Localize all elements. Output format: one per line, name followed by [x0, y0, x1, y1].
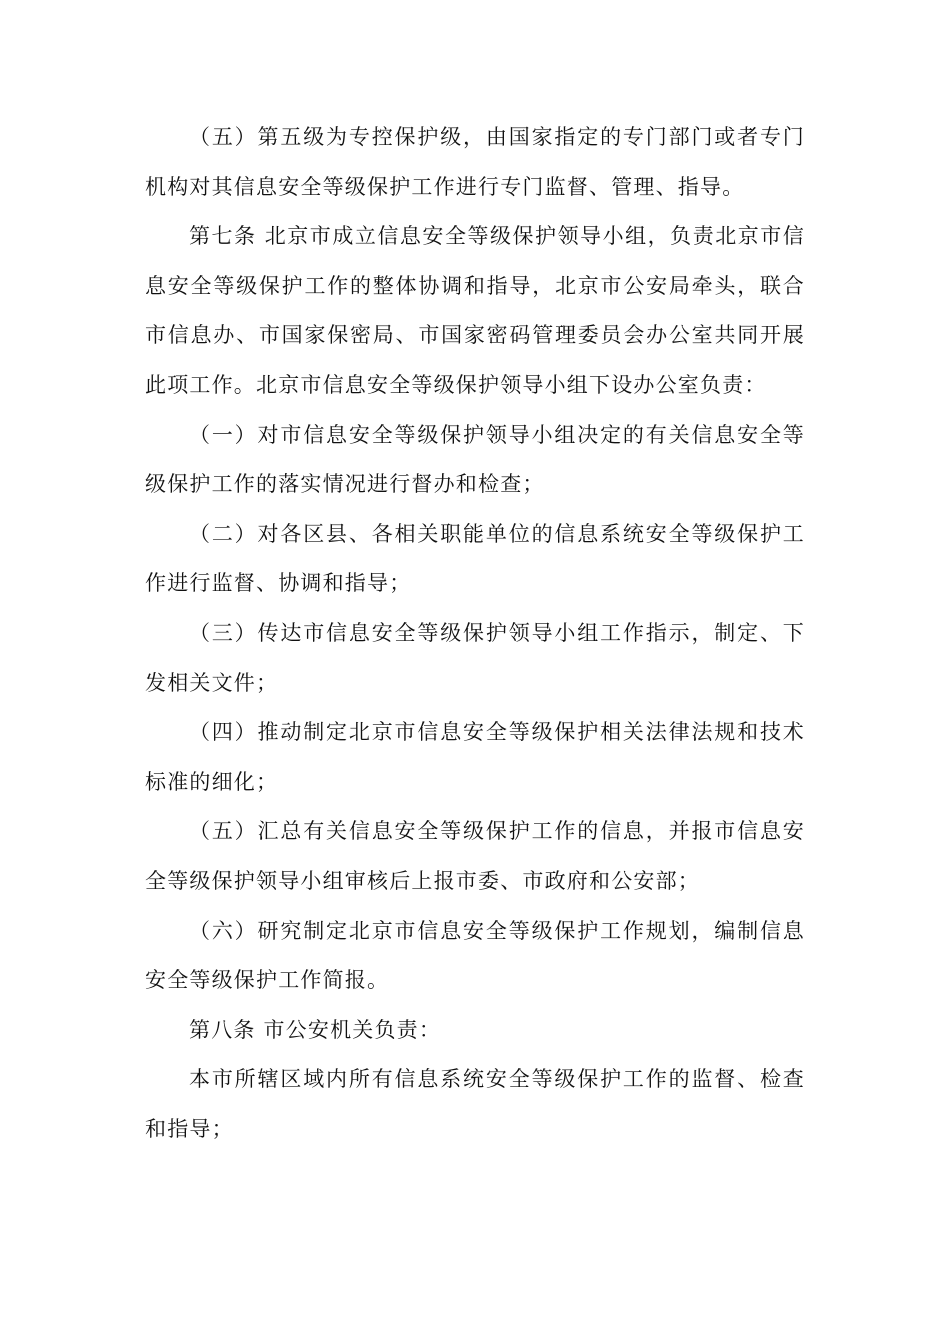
- paragraph-duty-3: （三）传达市信息安全等级保护领导小组工作指示，制定、下发相关文件；: [145, 620, 805, 695]
- paragraph-article-7: 第七条 北京市成立信息安全等级保护领导小组，负责北京市信息安全等级保护工作的整体协调和指导，北京市公安局牵头，联合市信息办、市国家保密局、市国家密码管理委员会办公室共同开展此项工作。北京市信息安全等级保护领导小组下设办公室负责：: [145, 224, 805, 397]
- paragraph-duty-2: （二）对各区县、各相关职能单位的信息系统安全等级保护工作进行监督、协调和指导；: [145, 521, 805, 596]
- paragraph-article-8: 第八条 市公安机关负责：: [189, 1017, 442, 1042]
- document-body: [145, 113, 805, 1154]
- paragraph-article-8-duty: 本市所辖区域内所有信息系统安全等级保护工作的监督、检查和指导；: [145, 1067, 805, 1141]
- paragraph-duty-6: （六）研究制定北京市信息安全等级保护工作规划，编制信息安全等级保护工作简报。: [145, 918, 805, 993]
- paragraph-duty-5: （五）汇总有关信息安全等级保护工作的信息，并报市信息安全等级保护领导小组审核后上报市委、市政府和公安部；: [145, 819, 805, 893]
- paragraph-item-5-level: （五）第五级为专控保护级，由国家指定的专门部门或者专门机构对其信息安全等级保护工作进行专门监督、管理、指导。: [145, 125, 805, 199]
- paragraph-duty-4: （四）推动制定北京市信息安全等级保护相关法律法规和技术标准的细化；: [145, 720, 805, 794]
- paragraph-duty-1: （一）对市信息安全等级保护领导小组决定的有关信息安全等级保护工作的落实情况进行督办和检查；: [145, 422, 805, 497]
